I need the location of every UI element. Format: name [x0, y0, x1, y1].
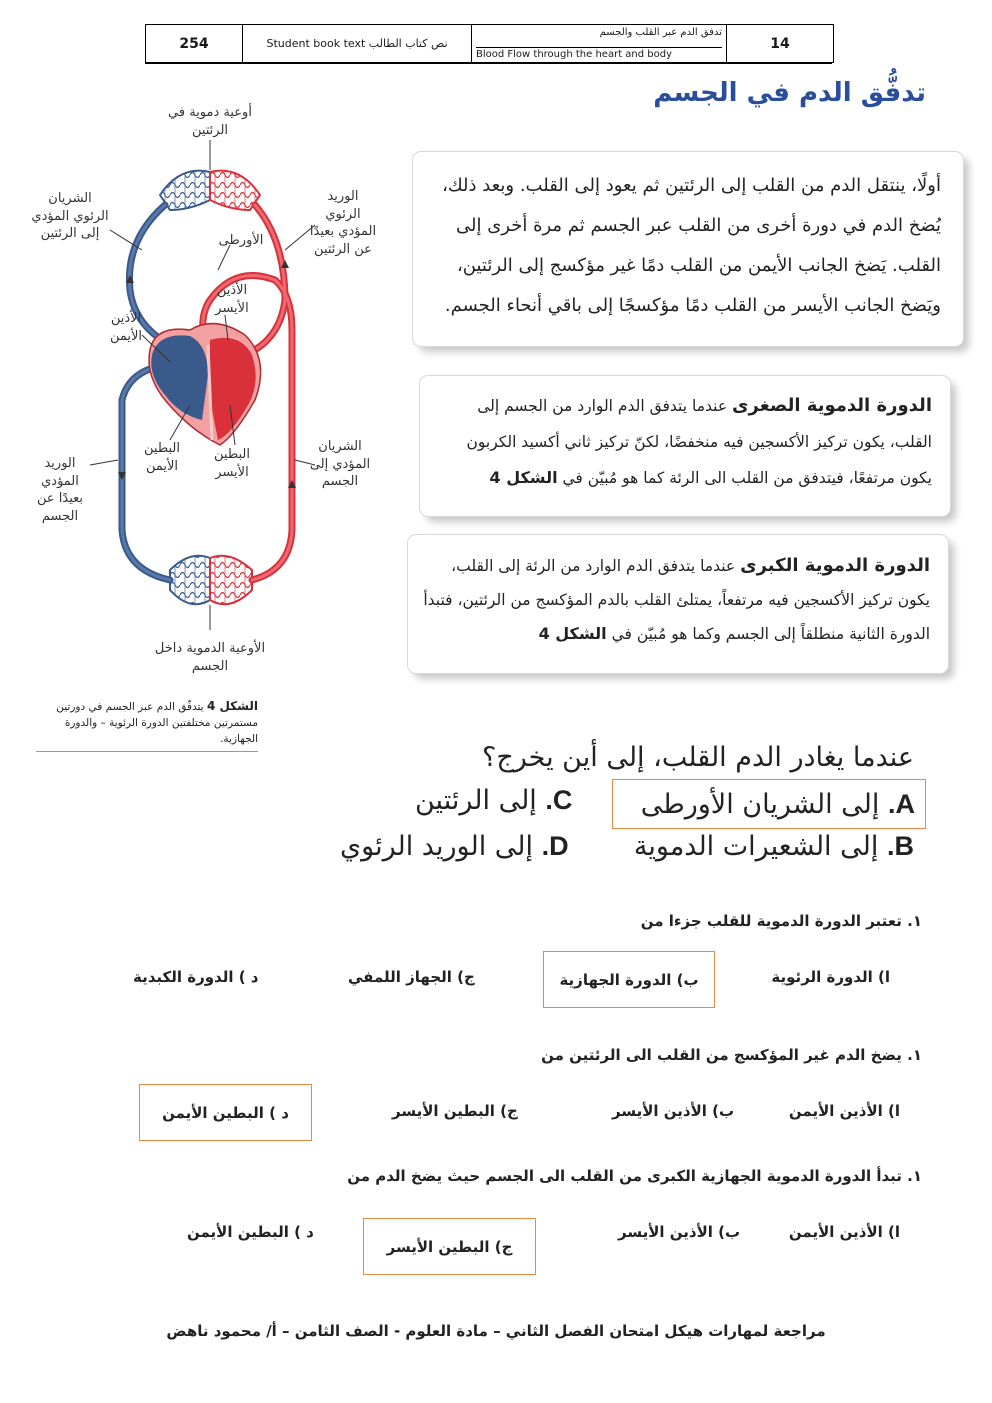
label-left-atrium: الأذين الأيسر — [215, 283, 249, 316]
q3-choice-b[interactable]: ب) الأذين الأيسر — [618, 1223, 741, 1241]
question-text: تعتبر الدورة الدموية للقلب جزءا من — [640, 912, 902, 930]
circulation-diagram — [30, 100, 390, 700]
question-3 — [347, 1167, 922, 1185]
intro-text-box — [413, 152, 963, 346]
lesson-number: 14 — [770, 35, 790, 52]
pulmonary-figure-ref: الشكل 4 — [489, 468, 558, 487]
body-capillaries — [170, 556, 252, 605]
option-text: إلى الشعيرات الدموية — [633, 831, 879, 862]
right-side-of-heart — [151, 335, 208, 420]
label-vein-from-body: الوريد المؤدي بعيدًا عن الجسم — [36, 456, 84, 524]
option-text: إلى الرئتين — [415, 785, 537, 816]
label-pulmonary-artery: الشريان الرئوي المؤدي إلى الرئتين — [31, 191, 109, 242]
option-text: إلى الوريد الرئوي — [340, 831, 534, 862]
main-option-b[interactable] — [634, 831, 914, 862]
q2-choice-b[interactable]: ب) الأذين الأيسر — [612, 1102, 735, 1120]
q2-choice-a[interactable]: ا) الأذين الأيمن — [788, 1102, 900, 1120]
lesson-title-en: Blood Flow through the heart and body — [476, 47, 722, 60]
pulmonary-circulation-box — [420, 376, 950, 516]
page-footer: مراجعة لمهارات هيكل امتحان الفصل الثاني – مادة العلوم - الصف الثامن – أ/ محمود ناهض — [166, 1322, 826, 1340]
option-letter: C. — [545, 785, 573, 815]
pulmonary-circulation-text: عندما يتدفق الدم الوارد من الجسم إلى القلب، يكون تركيز الأكسجين فيه منخفضًا، لكنّ تركيز ثاني أكسيد الكربون يكون مرتفعًا، فيتدفق من القلب الى الرئة كما هو مُبيّن في — [466, 397, 932, 487]
q2-choice-d-selected[interactable]: د ) البطين الأيمن — [139, 1084, 312, 1141]
header-divider — [145, 63, 832, 64]
intro-text: أولًا، ينتقل الدم من القلب إلى الرئتين ثم يعود إلى القلب. وبعد ذلك، يُضخ الدم في دورة أخرى من القلب عبر الجسم ثم مرة أخرى إلى القلب. يَضخ الجانب الأيمن من القلب دمًا غير مؤكسج إلى الرئتين، ويَضخ الجانب الأيسر من القلب دمًا مؤكسجًا إلى باقي أنحاء الجسم. — [442, 175, 941, 316]
lung-capillaries — [160, 171, 260, 210]
question-number: ١. — [907, 1167, 922, 1185]
question-number: ١. — [907, 912, 922, 930]
label-body-vessels: الأوعية الدموية داخل الجسم — [154, 641, 266, 674]
figure-caption — [36, 697, 258, 752]
main-option-c[interactable] — [415, 785, 572, 816]
q2-choice-c[interactable]: ج) البطين الأيسر — [392, 1102, 518, 1120]
main-question: عندما يغادر الدم القلب، إلى أين يخرج؟ — [481, 742, 914, 773]
heart — [149, 324, 261, 445]
page-title: تدفُّق الدم في الجسم — [653, 78, 926, 108]
page-number: 254 — [146, 25, 243, 62]
systemic-circulation-heading: الدورة الدموية الكبرى — [740, 555, 930, 576]
option-text: إلى الشريان الأورطى — [640, 789, 880, 820]
question-text: تبدأ الدورة الدموية الجهازية الكبرى من القلب الى الجسم حيث يضخ الدم من — [347, 1167, 902, 1185]
label-pulmonary-vein: الوريد الرئوي المؤدي بعيدًا عن الرئتين — [309, 189, 377, 257]
label-artery-to-body: الشريان المؤدي إلى الجسم — [309, 439, 371, 490]
q3-choice-d[interactable]: د ) البطين الأيمن — [187, 1223, 314, 1241]
systemic-figure-ref: الشكل 4 — [538, 624, 607, 643]
lesson-title-cell — [472, 25, 727, 62]
label-aorta: الأورطى — [218, 233, 264, 248]
q3-choice-a[interactable]: ا) الأذين الأيمن — [788, 1223, 900, 1241]
option-letter: D. — [541, 831, 569, 861]
main-option-d[interactable] — [340, 831, 569, 862]
label-right-atrium: الأذين الأيمن — [109, 311, 143, 344]
q1-choice-b-selected[interactable]: ب) الدورة الجهازية — [543, 951, 715, 1008]
systemic-circulation-box — [408, 535, 948, 673]
figure-caption-text: يتدفّق الدم عبر الجسم في دورتين مستمرتين مختلفتين الدورة الرئوية – والدورة الجهازية. — [56, 701, 258, 745]
question-1 — [641, 912, 922, 930]
option-letter: B. — [886, 831, 914, 861]
q1-choice-d[interactable]: د ) الدورة الكبدية — [133, 968, 259, 986]
question-text: يضخ الدم غير المؤكسج من القلب الى الرئتين من — [541, 1046, 902, 1064]
page-header-table — [145, 24, 834, 63]
book-label: Student book text نص كتاب الطالب — [243, 25, 472, 62]
systemic-circulation-text: عندما يتدفق الدم الوارد من الرئة إلى القلب، يكون تركيز الأكسجين فيه مرتفعاً، يمتلئ القلب بالدم المؤكسج من الرئتين، فتبدأ الدورة الثانية منطلقاً إلى الجسم وكما هو مُبيّن في — [423, 557, 930, 643]
label-left-ventricle: البطين الأيسر — [214, 447, 250, 480]
figure-number: الشكل 4 — [206, 699, 258, 713]
label-right-ventricle: البطين الأيمن — [144, 441, 180, 474]
label-lung-vessels: أوعية دموية في الرئتين — [168, 105, 252, 138]
question-number: ١. — [907, 1046, 922, 1064]
main-option-a[interactable] — [612, 779, 926, 829]
question-2 — [541, 1046, 922, 1064]
lesson-title-ar: تدفق الدم عبر القلب والجسم — [599, 27, 722, 38]
q3-choice-c-selected[interactable]: ج) البطين الأيسر — [363, 1218, 536, 1275]
pulmonary-circulation-heading: الدورة الدموية الصغرى — [732, 395, 932, 416]
q1-choice-c[interactable]: ج) الجهاز اللمفي — [348, 968, 475, 986]
q1-choice-a[interactable]: ا) الدورة الرئوية — [771, 968, 890, 986]
option-letter: A. — [887, 789, 915, 819]
